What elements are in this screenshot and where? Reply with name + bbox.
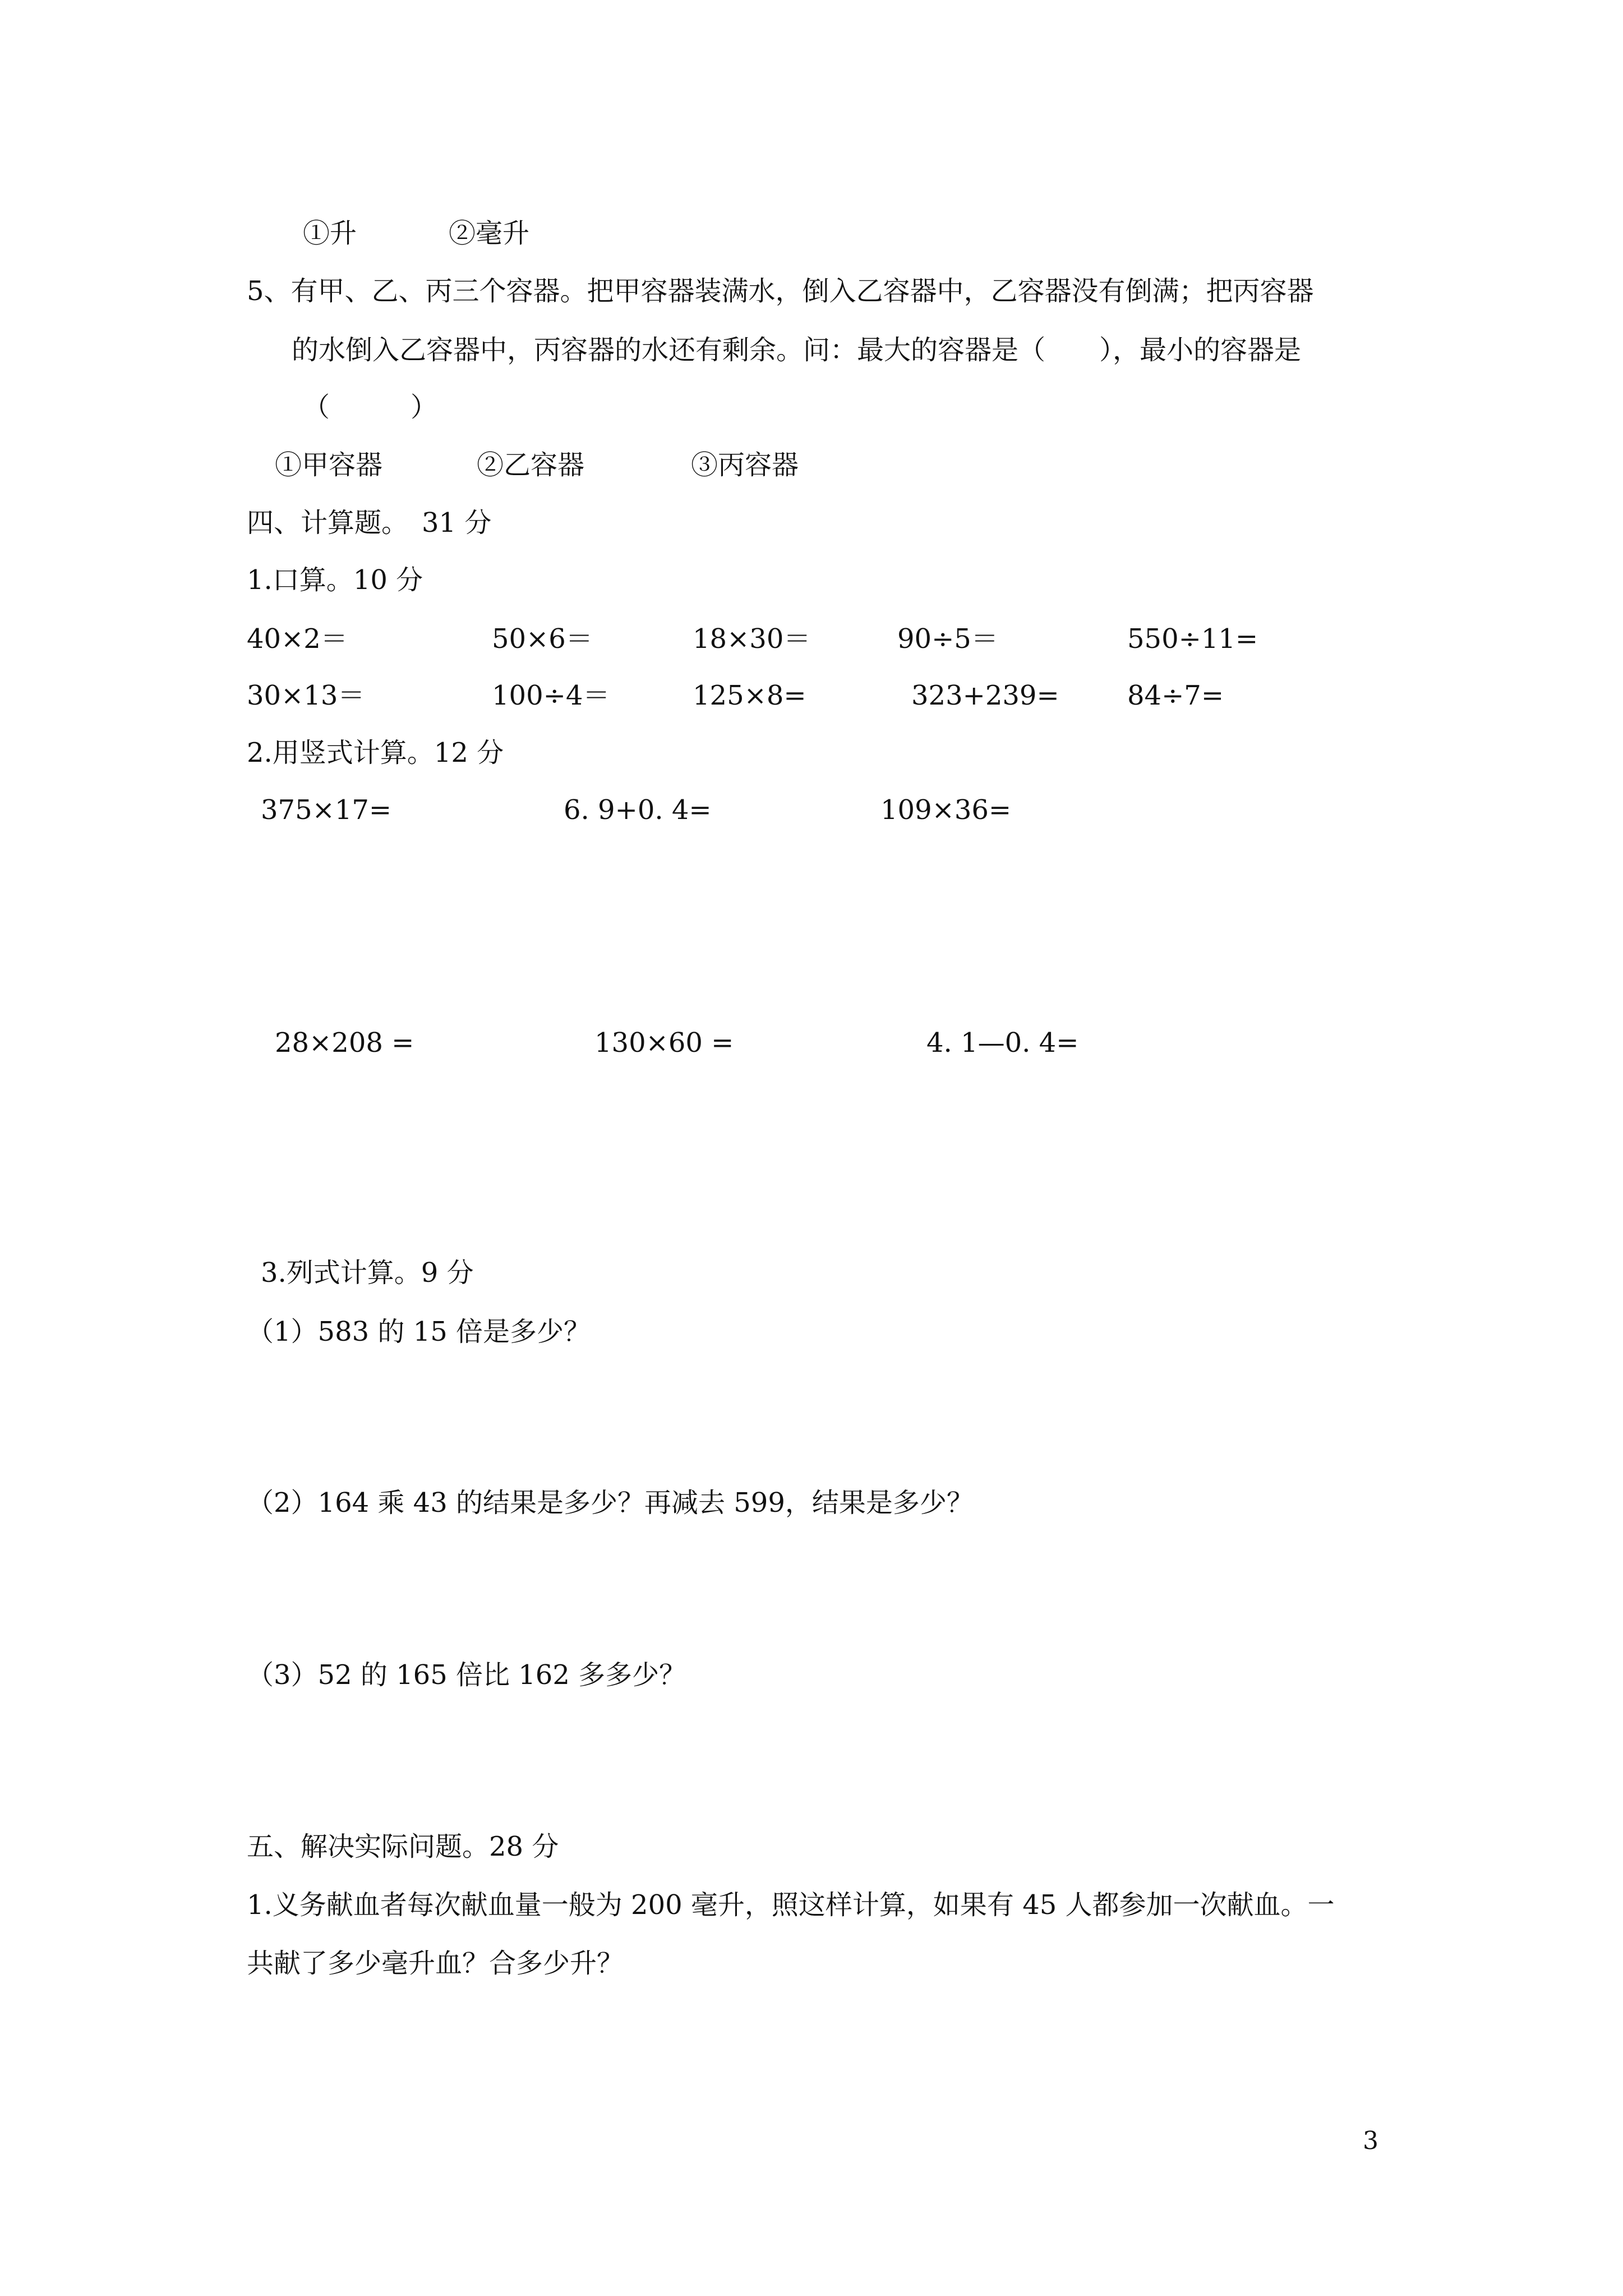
q5-line-1: 5、有甲、乙、丙三个容器。把甲容器装满水，倒入乙容器中，乙容器没有倒满；把丙容器 <box>247 275 1314 307</box>
vertical-calc-item: 6. 9+0. 4= <box>564 794 712 826</box>
q5-option-2: ②乙容器 <box>477 449 585 481</box>
oral-calc-item: 550÷11= <box>1127 623 1258 655</box>
part-3-title: 3.列式计算。9 分 <box>261 1257 474 1289</box>
q5-line-2: 的水倒入乙容器中，丙容器的水还有剩余。问：最大的容器是（ ），最小的容器是 <box>292 334 1302 366</box>
q4-option-1: ①升 <box>303 218 357 249</box>
oral-calc-item: 125×8= <box>693 680 806 711</box>
problem-1-line-2: 共献了多少毫升血？合多少升？ <box>247 1948 624 1979</box>
q4-option-2: ②毫升 <box>449 218 530 249</box>
oral-calc-item: 84÷7= <box>1127 680 1224 711</box>
q5-line-3: （ ） <box>303 392 438 423</box>
page-number: 3 <box>1363 2127 1378 2155</box>
q5-option-1: ①甲容器 <box>275 449 383 481</box>
vertical-calc-item: 375×17= <box>261 794 392 826</box>
word-calc-item: （3）52 的 165 倍比 162 多多少？ <box>247 1659 686 1691</box>
part-1-title: 1.口算。10 分 <box>247 564 423 596</box>
section-4-title: 四、计算题。 31 分 <box>247 507 492 539</box>
oral-calc-item: 100÷4＝ <box>492 680 610 711</box>
oral-calc-item: 323+239= <box>911 680 1059 711</box>
word-calc-item: （2）164 乘 43 的结果是多少？再减去 599，结果是多少？ <box>247 1487 974 1519</box>
vertical-calc-item: 130×60 = <box>594 1027 734 1059</box>
oral-calc-item: 40×2＝ <box>247 623 348 655</box>
vertical-calc-item: 109×36= <box>880 794 1012 826</box>
word-calc-item: （1）583 的 15 倍是多少？ <box>247 1316 591 1347</box>
part-2-title: 2.用竖式计算。12 分 <box>247 737 504 769</box>
oral-calc-item: 50×6＝ <box>492 623 593 655</box>
vertical-calc-item: 4. 1—0. 4= <box>926 1027 1079 1059</box>
section-5-title: 五、解决实际问题。28 分 <box>247 1831 559 1862</box>
oral-calc-item: 30×13＝ <box>247 680 365 711</box>
vertical-calc-item: 28×208 = <box>275 1027 414 1059</box>
oral-calc-item: 90÷5＝ <box>897 623 998 655</box>
oral-calc-item: 18×30＝ <box>693 623 811 655</box>
problem-1-line-1: 1.义务献血者每次献血量一般为 200 毫升，照这样计算，如果有 45 人都参加一次献血。一 <box>247 1889 1335 1921</box>
q5-option-3: ③丙容器 <box>691 449 799 481</box>
